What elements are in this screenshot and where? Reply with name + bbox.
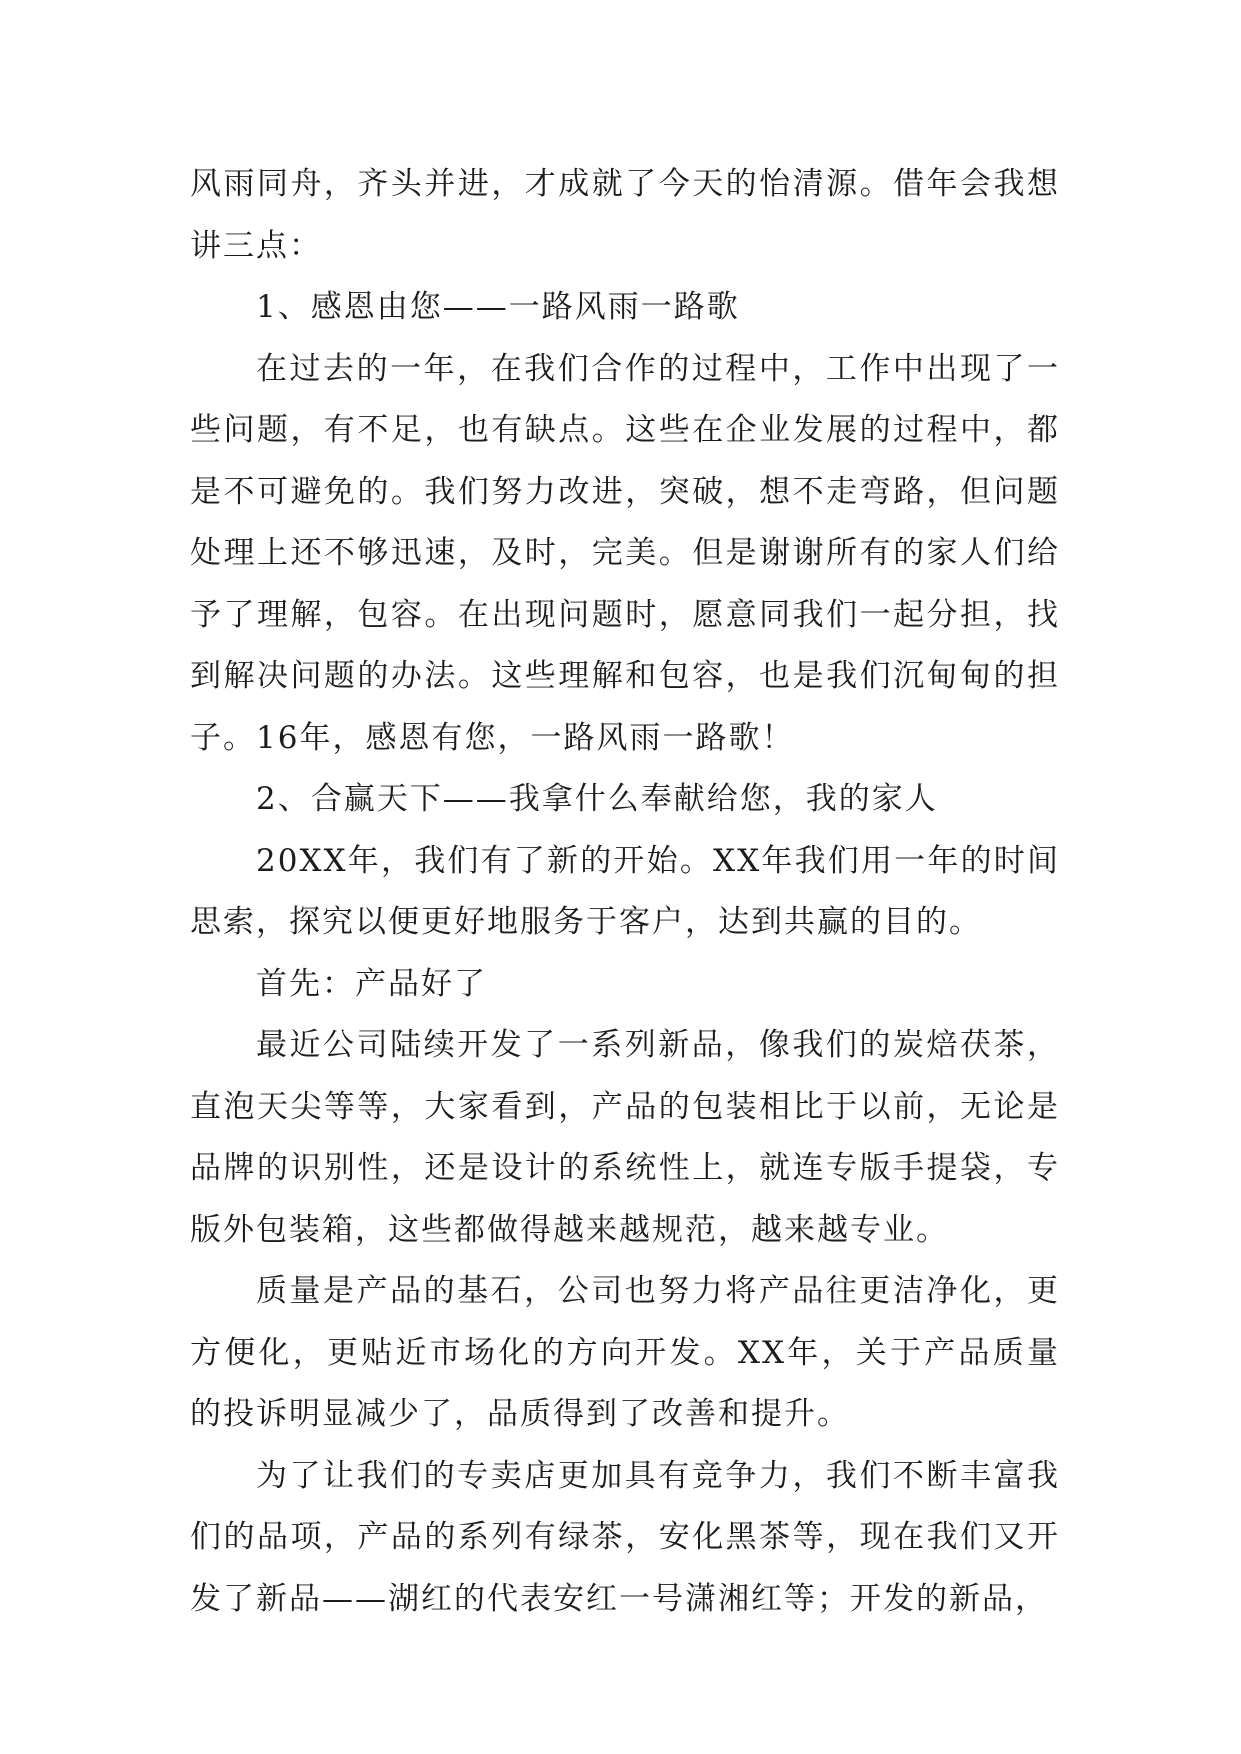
document-body — [190, 154, 1060, 1630]
paragraph-new-start: 20XX年，我们有了新的开始。XX年我们用一年的时间思索，探究以便更好地服务于客户，达到共赢的目的。 — [190, 842, 1060, 940]
paragraph-past-year: 在过去的一年，在我们合作的过程中，工作中出现了一些问题，有不足，也有缺点。这些在企业发展的过程中，都是不可避免的。我们努力改进，突破，想不走弯路，但问题处理上还不够迅速，及时，完美。但是谢谢所有的家人们给予了理解，包容。在出现问题时，愿意同我们一起分担，找到解决问题的办法。这些理解和包容，也是我们沉甸甸的担子。16年，感恩有您，一路风雨一路歌！ — [190, 350, 1060, 756]
heading-gratitude: 1、感恩由您——一路风雨一路歌 — [256, 289, 740, 325]
paragraph-product-range: 为了让我们的专卖店更加具有竞争力，我们不断丰富我们的品项，产品的系列有绿茶，安化黑茶等，现在我们又开发了新品——湖红的代表安红一号潇湘红等；开发的新品， — [190, 1457, 1060, 1617]
paragraph-quality: 质量是产品的基石，公司也努力将产品往更洁净化，更方便化，更贴近市场化的方向开发。XX年，关于产品质量的投诉明显减少了，品质得到了改善和提升。 — [190, 1273, 1060, 1432]
heading-products: 首先：产品好了 — [256, 965, 487, 1002]
heading-win-win: 2、合赢天下——我拿什么奉献给您，我的家人 — [256, 781, 938, 817]
paragraph-intro: 风雨同舟，齐头并进，才成就了今天的怡清源。借年会我想讲三点： — [190, 166, 1060, 264]
paragraph-new-products: 最近公司陆续开发了一系列新品，像我们的炭焙茯茶，直泡天尖等等，大家看到，产品的包装相比于以前，无论是品牌的识别性，还是设计的系统性上，就连专版手提袋，专版外包装箱，这些都做得越来越规范，越来越专业。 — [190, 1027, 1060, 1248]
